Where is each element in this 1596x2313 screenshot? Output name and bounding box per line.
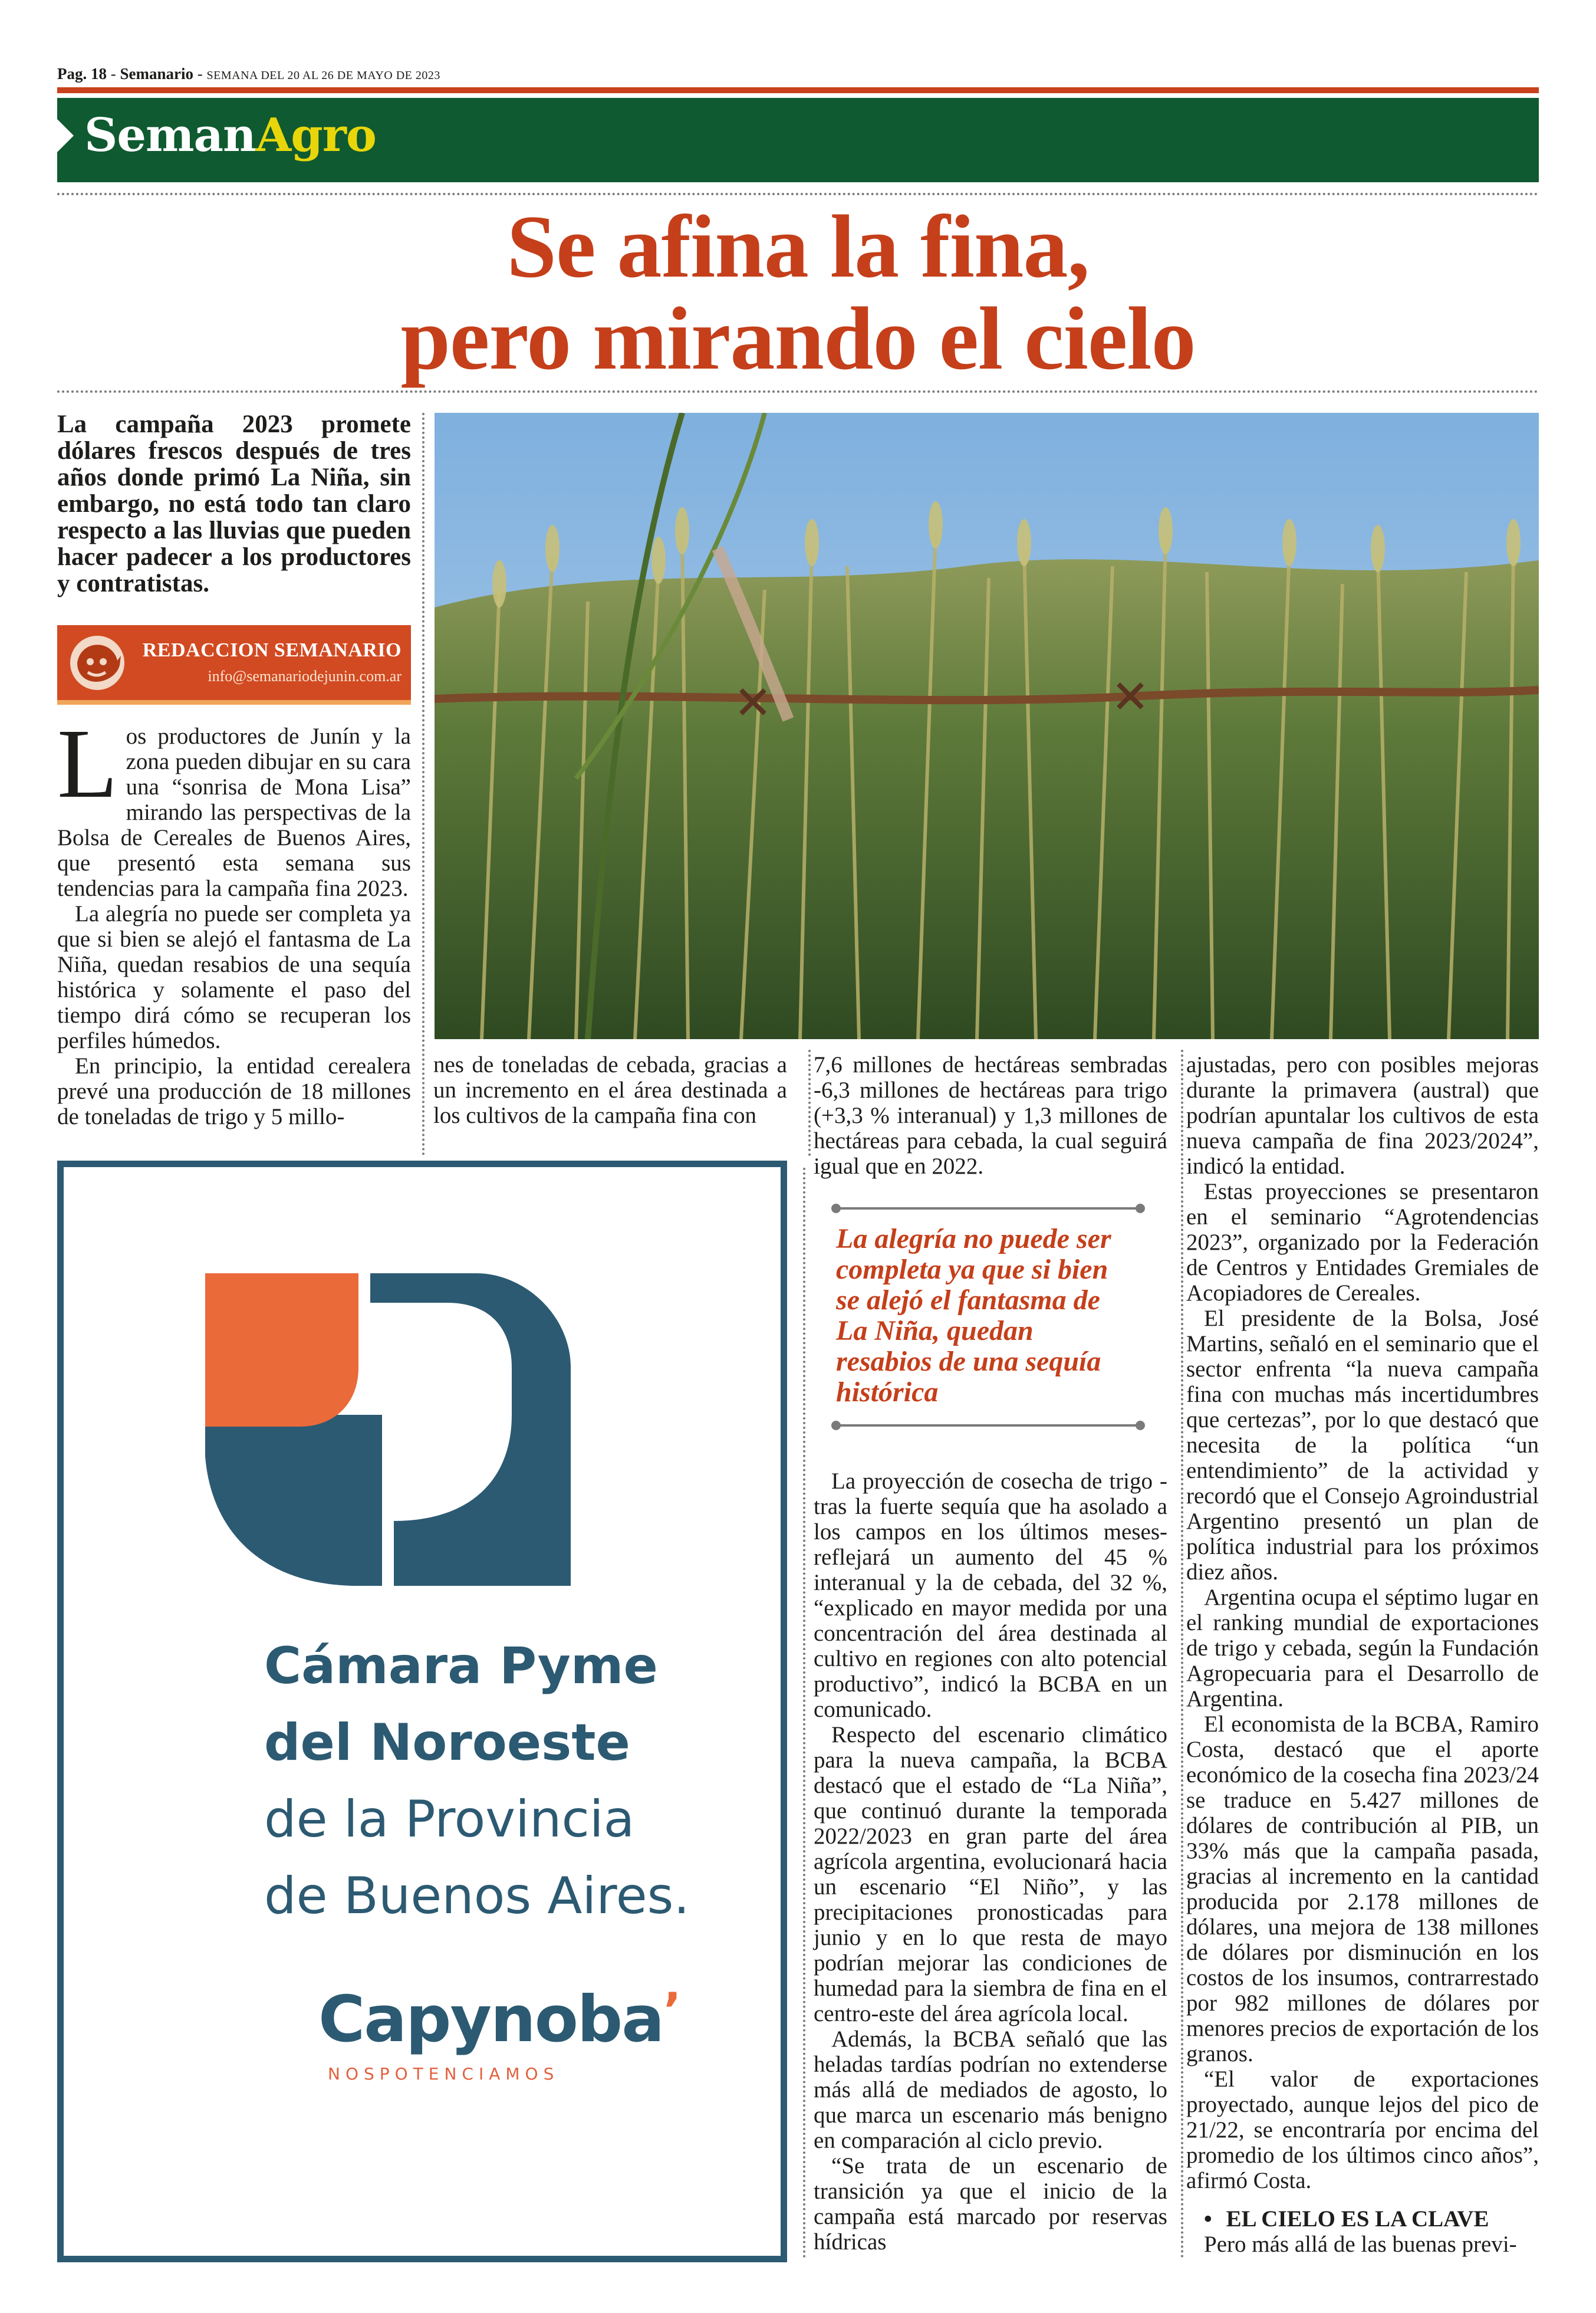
paragraph: La alegría no puede ser completa ya que si bien se alejó el fantasma de La Niña, quedan resabios de una sequía histórica y solamente el paso del tiempo dirá cómo se recuperan los perfiles húmedos. xyxy=(57,901,411,1053)
ad-brand xyxy=(318,1983,680,2056)
subheading xyxy=(1186,2206,1539,2232)
header-red-rule xyxy=(57,87,1539,93)
author-box-strip xyxy=(57,700,411,705)
paper-name: Semanario xyxy=(120,65,193,83)
column-separator-1 xyxy=(422,413,424,1156)
ad-line-3: de la Provincia xyxy=(264,1790,635,1849)
page-header-line xyxy=(57,65,440,83)
section-title-part2: Agro xyxy=(255,109,376,162)
column-2-body xyxy=(433,1052,787,1128)
header-sep-2: - xyxy=(193,65,207,83)
paragraph: Además, la BCBA señaló que las heladas tardías podrían no extenderse más allá de mediados de agosto, lo que marca un escenario más benigno en comparación al ciclo previo. xyxy=(814,2026,1167,2153)
paragraph xyxy=(57,709,411,901)
ad-brand-text: Capynoba xyxy=(318,1983,664,2056)
column-4-body xyxy=(1186,1052,1539,2257)
paragraph: Pero más allá de las buenas previ- xyxy=(1204,2232,1517,2257)
column-separator-3 xyxy=(1181,1050,1183,2259)
paragraph: “Se trata de un escenario de transición ya que el inicio de la campaña está marcado por reservas hídricas xyxy=(814,2153,1167,2255)
pull-quote-bottom-rule xyxy=(836,1424,1140,1427)
paragraph: “El valor de exportaciones proyectado, aunque lejos del pico de 21/22, se encontraría por encima del promedio de los últimos cinco años”, afirmó Costa. xyxy=(1186,2066,1539,2193)
pull-quote-dot xyxy=(1136,1421,1145,1430)
ad-line-1: Cámara Pyme xyxy=(264,1637,658,1696)
bull-logo-icon xyxy=(64,631,130,694)
paragraph: ajustadas, pero con posibles mejoras durante la primavera (austral) que podrían apuntalar los cultivos de esta nueva campaña de fina 2023/2024”, indicó la entidad. xyxy=(1186,1052,1539,1179)
pull-quote-dot xyxy=(831,1204,841,1213)
drop-cap: L xyxy=(57,709,118,819)
author-name: REDACCION SEMANARIO xyxy=(142,639,402,661)
column-separator-4 xyxy=(803,1168,805,2259)
author-email[interactable]: info@semanariodejunin.com.ar xyxy=(208,668,402,685)
pull-quote-dot xyxy=(831,1421,841,1430)
section-band xyxy=(57,98,1539,182)
headline-dotted-divider xyxy=(57,390,1539,393)
headline-line-2: pero mirando el cielo xyxy=(400,289,1196,388)
article-headline xyxy=(118,197,1478,388)
bullet-icon: • xyxy=(1204,2206,1212,2232)
paragraph: 7,6 millones de hectáreas sembradas -6,3 millones de hectáreas para trigo (+3,3 % interanual) y 1,3 millones de hectáreas para cebada, la cual seguirá igual que en 2022. xyxy=(814,1052,1167,1179)
subheading-text: EL CIELO ES LA CLAVE xyxy=(1226,2206,1489,2232)
paragraph-text: os productores de Junín y la zona pueden dibujar en su cara una “sonrisa de Mona Lisa” mirando las perspectivas de la Bolsa de Cereales de Buenos Aires, que presentó esta semana sus tendencias para la campaña fina 2023. xyxy=(57,724,411,901)
header-sep: - xyxy=(107,65,120,83)
brand-mark-icon: ’ xyxy=(663,1983,680,2038)
paragraph: Argentina ocupa el séptimo lugar en el ranking mundial de exportaciones de trigo y cebada, según la Fundación Agropecuaria para el Desarrollo de Argentina. xyxy=(1186,1585,1539,1711)
section-title-part1: Seman xyxy=(84,109,256,162)
header-dotted-divider xyxy=(57,193,1539,195)
column-separator-2 xyxy=(808,1050,811,1156)
page-number: Pag. 18 xyxy=(57,65,107,83)
advertisement[interactable] xyxy=(57,1161,787,2262)
paragraph: El economista de la BCBA, Ramiro Costa, destacó que el aporte económico de la cosecha fina 2023/24 se traduce en 5.427 millones de dólares de contribución al PIB, un 33% más que la campaña pasada, gracias al incremento en la cantidad producida por 2.178 millones de dólares, una mejora de 138 millones de dólares por disminución en los costos de los insumos, contrarrestado por 982 millones de dólares por menores precios de exportación de los granos. xyxy=(1186,1711,1539,2066)
paragraph: En principio, la entidad cerealera prevé una producción de 18 millones de toneladas de trigo y 5 millo- xyxy=(57,1053,411,1129)
paragraph: Respecto del escenario climático para la nueva campaña, la BCBA destacó que el estado de “La Niña”, que continuó durante la temporada 2022/2023 en gran parte del área agrícola argentina, evolucionará hacia un escenario “El Niño”, y las precipitaciones pronosticadas para junio y en lo que resta de mayo podrían mejorar las condiciones de humedad para la siembra de fina en el centro-este del área agrícola local. xyxy=(814,1722,1167,2026)
column-1-body xyxy=(57,709,411,1129)
wheat-field-photo xyxy=(435,413,1539,1039)
pull-quote: La alegría no puede ser completa ya que si bien se alejó el fantasma de La Niña, quedan resabios de una sequía histórica xyxy=(836,1223,1111,1408)
ad-line-2: del Noroeste xyxy=(264,1713,630,1772)
pull-quote-top-rule xyxy=(836,1207,1140,1210)
band-notch-icon xyxy=(57,119,74,152)
capynoba-logo-icon xyxy=(193,1256,630,1604)
column-3-top xyxy=(814,1052,1167,1179)
paragraph: nes de toneladas de cebada, gracias a un incremento en el área destinada a los cultivos de la campaña fina con xyxy=(433,1052,787,1128)
column-3-body xyxy=(814,1468,1167,2255)
section-title xyxy=(84,109,376,162)
author-box xyxy=(57,625,411,700)
issue-week: SEMANA DEL 20 AL 26 DE MAYO DE 2023 xyxy=(206,69,440,82)
pull-quote-dot xyxy=(1136,1204,1145,1213)
ad-tagline: NOSPOTENCIAMOS xyxy=(328,2064,560,2084)
paragraph: Estas proyecciones se presentaron en el seminario “Agrotendencias 2023”, organizado por la Federación de Centros y Entidades Gremiales de Acopiadores de Cereales. xyxy=(1186,1179,1539,1306)
paragraph: El presidente de la Bolsa, José Martins, señaló en el seminario que el sector enfrenta “la nueva campaña fina con muchas más incertidumbres que certezas”, por lo que destacó que necesita de la política “un entendimiento” de la actividad y recordó que el Consejo Agroindustrial Argentino presentó un plan de política industrial para los próximos diez años. xyxy=(1186,1306,1539,1585)
article-lead: La campaña 2023 promete dólares frescos después de tres años donde primó La Niña, sin embargo, no está todo tan claro respecto a las lluvias que pueden hacer padecer a los productores y contratistas. xyxy=(57,410,411,597)
headline-line-1: Se afina la fina, xyxy=(506,197,1090,296)
ad-line-4: de Buenos Aires. xyxy=(264,1867,690,1926)
paragraph: La proyección de cosecha de trigo -tras la fuerte sequía que ha asolado a los campos en los últimos meses- reflejará un aumento del 45 % interanual y la de cebada, del 32 %, “explicado en mayor medida por una concentración del área destinada al cultivo en regiones con alto potencial productivo”, indicó la BCBA en un comunicado. xyxy=(814,1468,1167,1722)
